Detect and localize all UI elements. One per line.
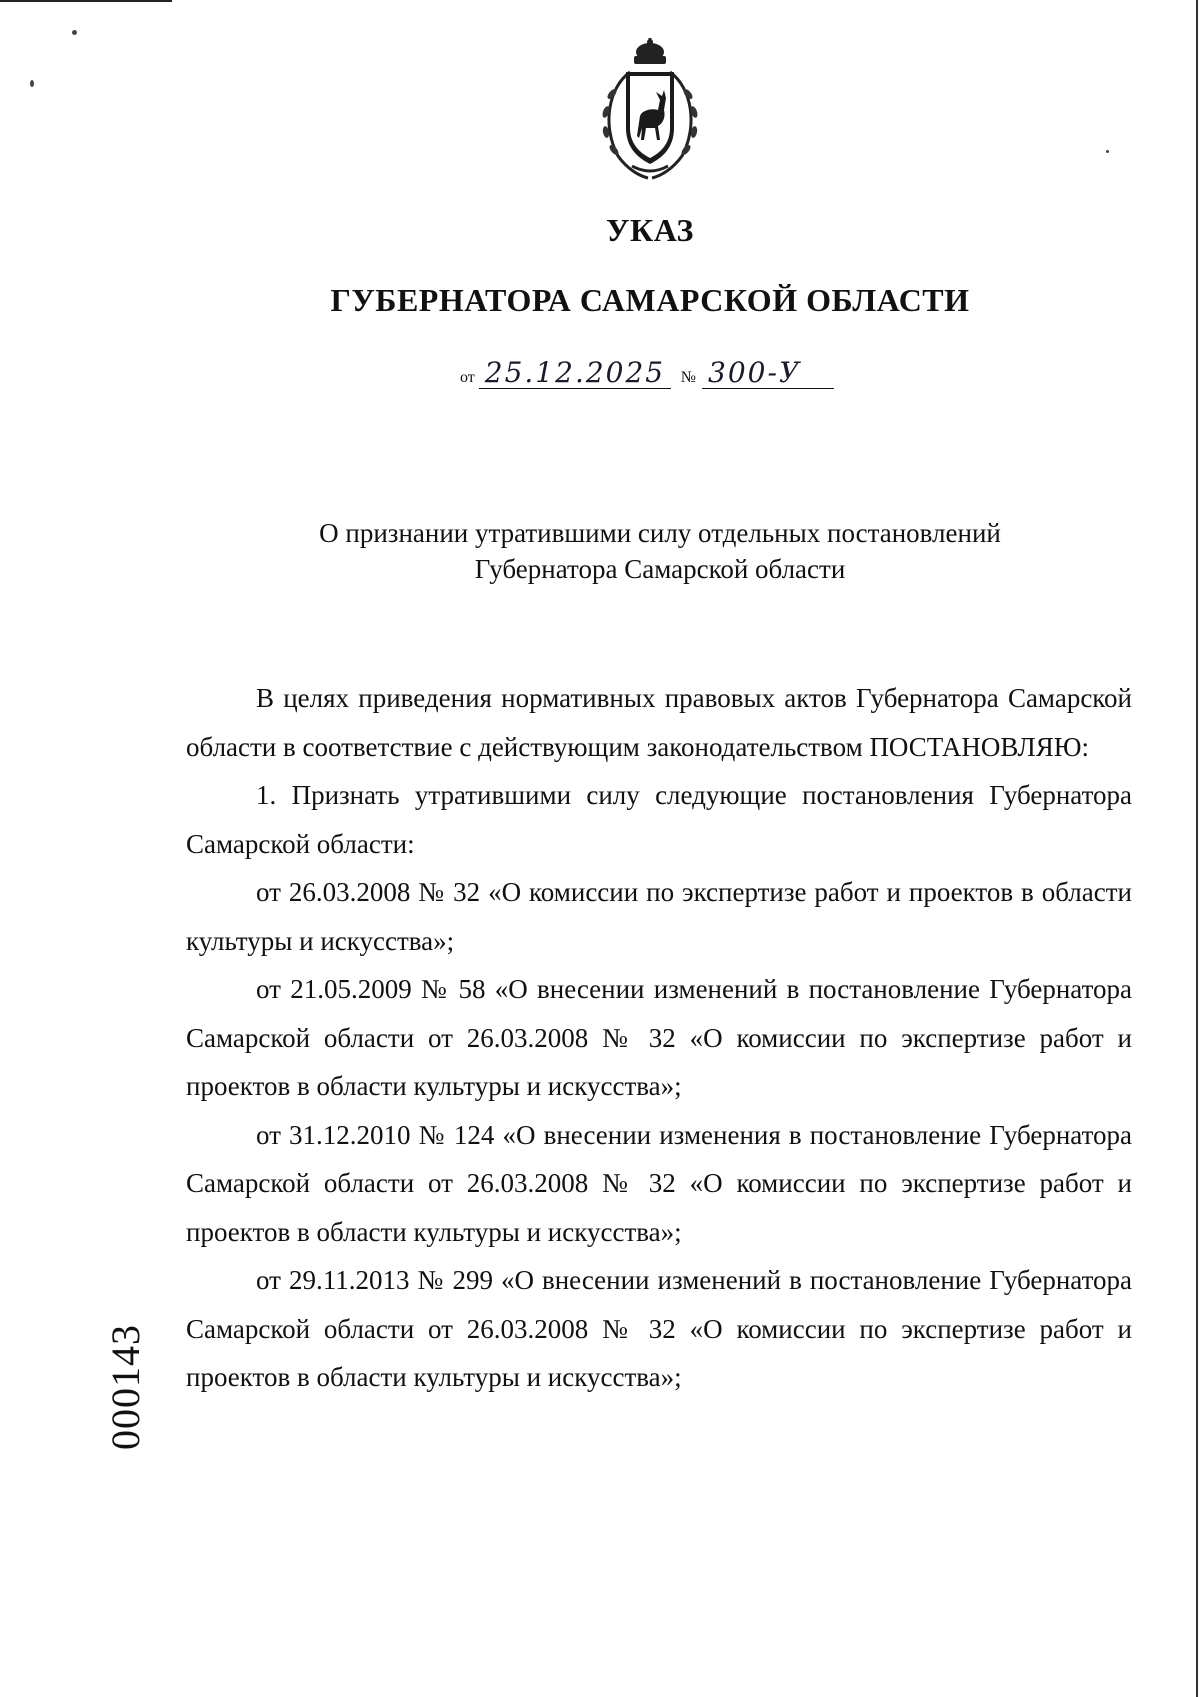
coat-of-arms-icon — [590, 38, 710, 184]
document-title: УКАЗ — [606, 212, 694, 248]
scan-edge-top — [0, 0, 172, 2]
act-list-item: от 26.03.2008 № 32 «О комиссии по экспертизе работ и проектов в области культуры и искусства»; — [186, 877, 1132, 956]
subject-line: О признании утратившими силу отдельных постановлений — [319, 518, 1001, 548]
subject-line: Губернатора Самарской области — [474, 554, 846, 584]
number-label: № — [680, 369, 697, 386]
registration-line — [460, 358, 834, 389]
scan-speck — [30, 80, 34, 87]
scan-speck — [1106, 150, 1109, 153]
document-issuer: ГУБЕРНАТОРА САМАРСКОЙ ОБЛАСТИ — [330, 282, 970, 318]
preamble-paragraph: В целях приведения нормативных правовых актов Губернатора Самарской области в соответствие с действующим законодательством ПОСТАНОВЛЯЮ: — [186, 683, 1132, 762]
scan-speck — [72, 30, 77, 35]
item-paragraph: 1. Признать утратившими силу следующие постановления Губернатора Самарской области: — [186, 780, 1132, 859]
handwritten-date: 25.12.2025 — [479, 358, 671, 389]
document-body — [186, 674, 1132, 1402]
date-label: от — [460, 369, 475, 386]
margin-stamp-number: 000143 — [103, 1324, 148, 1450]
act-list-item: от 21.05.2009 № 58 «О внесении изменений в постановление Губернатора Самарской области от 26.03.2008 № 32 «О комиссии по экспертизе работ и проектов в области культуры и искусства»; — [186, 974, 1132, 1101]
handwritten-number: 300-У — [702, 358, 834, 389]
act-list-item: от 29.11.2013 № 299 «О внесении изменений в постановление Губернатора Самарской области от 26.03.2008 № 32 «О комиссии по экспертизе работ и проектов в области культуры и искусства»; — [186, 1265, 1132, 1392]
document-subject — [0, 515, 1200, 587]
act-list-item: от 31.12.2010 № 124 «О внесении изменения в постановление Губернатора Самарской области от 26.03.2008 № 32 «О комиссии по экспертизе работ и проектов в области культуры и искусства»; — [186, 1119, 1132, 1247]
scan-edge-right — [1196, 0, 1198, 1697]
